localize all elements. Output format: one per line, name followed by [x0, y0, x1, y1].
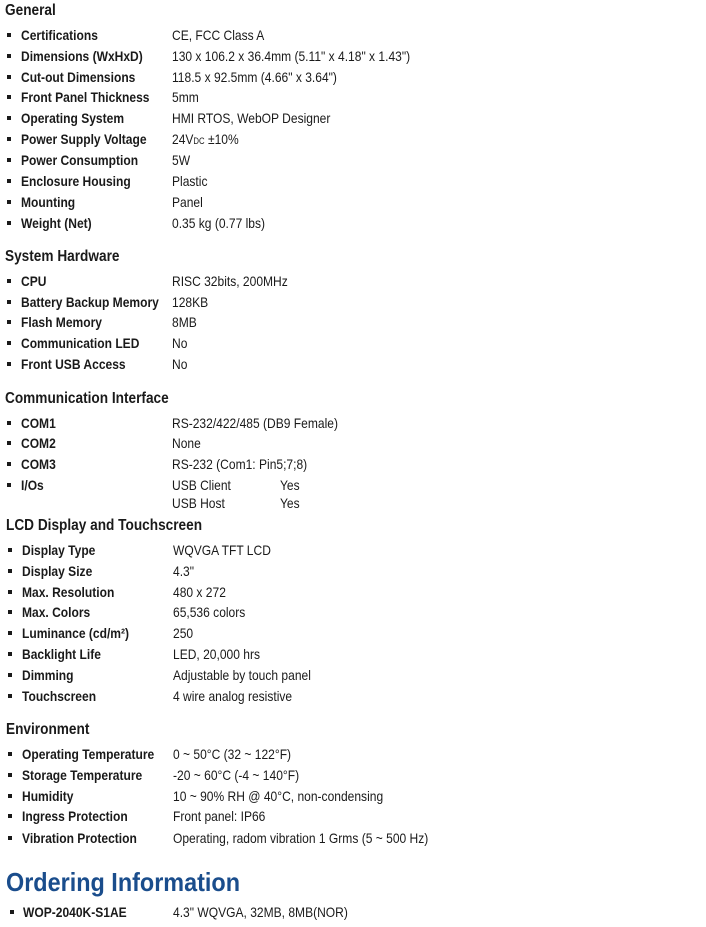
bullet-icon	[7, 137, 11, 141]
spec-value: RS-232 (Com1: Pin5;7;8)	[172, 456, 308, 472]
bullet-icon	[7, 75, 11, 79]
spec-value: 480 x 272	[173, 584, 226, 600]
spec-label: Battery Backup Memory	[21, 294, 159, 310]
spec-label: Luminance (cd/m²)	[22, 625, 130, 641]
spec-value: LED, 20,000 hrs	[173, 646, 261, 662]
spec-row	[0, 454, 706, 474]
spec-label: Cut-out Dimensions	[21, 69, 136, 85]
spec-label: COM1	[21, 415, 56, 431]
bullet-icon	[7, 33, 11, 37]
spec-label: CPU	[21, 273, 47, 289]
bullet-icon	[7, 54, 11, 58]
spec-value: 5mm	[172, 89, 199, 105]
spec-row	[0, 292, 706, 312]
section-title: LCD Display and Touchscreen	[6, 517, 203, 534]
spec-value: WQVGA TFT LCD	[173, 542, 271, 558]
spec-row	[0, 602, 706, 622]
spec-row	[0, 686, 706, 706]
part-number: WOP-2040K-S1AE	[23, 904, 127, 920]
spec-row	[0, 828, 706, 848]
spec-row	[0, 129, 706, 149]
section-title: Communication Interface	[5, 390, 169, 407]
spec-value: 10 ~ 90% RH @ 40°C, non-condensing	[173, 788, 384, 804]
spec-label: COM2	[21, 435, 56, 451]
bullet-icon	[8, 694, 12, 698]
spec-label: Weight (Net)	[21, 215, 92, 231]
voltage-unit-subscript: DC	[193, 136, 205, 146]
spec-value: 4 wire analog resistive	[173, 688, 293, 704]
spec-row	[0, 744, 706, 764]
bullet-icon	[8, 836, 12, 840]
spec-row	[0, 25, 706, 45]
spec-value: -20 ~ 60°C (-4 ~ 140°F)	[173, 767, 300, 783]
spec-row-continuation	[0, 493, 706, 513]
spec-label: Certifications	[21, 27, 98, 43]
spec-row	[0, 433, 706, 453]
spec-row	[0, 561, 706, 581]
spec-value	[172, 129, 239, 151]
spec-row	[0, 623, 706, 643]
bullet-icon	[7, 116, 11, 120]
spec-value: USB Host	[172, 495, 225, 511]
spec-row	[0, 786, 706, 806]
bullet-icon	[7, 158, 11, 162]
bullet-icon	[8, 590, 12, 594]
bullet-icon	[7, 179, 11, 183]
spec-row	[0, 67, 706, 87]
bullet-icon	[7, 221, 11, 225]
spec-label: Ingress Protection	[22, 808, 128, 824]
spec-value: 4.3"	[173, 563, 195, 579]
spec-row	[0, 192, 706, 212]
section-title: General	[5, 2, 56, 19]
spec-value: 128KB	[172, 294, 209, 310]
spec-row	[0, 213, 706, 233]
spec-row	[0, 665, 706, 685]
spec-label: Enclosure Housing	[21, 173, 131, 189]
section-title: System Hardware	[5, 248, 120, 265]
bullet-icon	[8, 569, 12, 573]
spec-label: Flash Memory	[21, 314, 102, 330]
spec-label: Max. Resolution	[22, 584, 115, 600]
spec-value: RISC 32bits, 200MHz	[172, 273, 288, 289]
spec-label: Front Panel Thickness	[21, 89, 150, 105]
spec-label: COM3	[21, 456, 56, 472]
spec-label: Vibration Protection	[22, 830, 137, 846]
spec-label: Dimensions (WxHxD)	[21, 48, 143, 64]
voltage-tolerance: ±10%	[204, 131, 239, 147]
bullet-icon	[8, 548, 12, 552]
spec-row	[0, 413, 706, 433]
spec-label: Backlight Life	[22, 646, 101, 662]
spec-value: HMI RTOS, WebOP Designer	[172, 110, 331, 126]
spec-value: No	[172, 356, 188, 372]
spec-value: 0.35 kg (0.77 lbs)	[172, 215, 266, 231]
spec-row	[0, 333, 706, 353]
spec-value: Adjustable by touch panel	[173, 667, 311, 683]
spec-label: Power Consumption	[21, 152, 139, 168]
spec-value: Operating, radom vibration 1 Grms (5 ~ 500 Hz)	[173, 830, 429, 846]
bullet-icon	[7, 300, 11, 304]
spec-row	[0, 46, 706, 66]
spec-label: Operating System	[21, 110, 125, 126]
bullet-icon	[7, 441, 11, 445]
spec-row	[0, 87, 706, 107]
spec-value: 0 ~ 50°C (32 ~ 122°F)	[173, 746, 292, 762]
spec-row	[0, 312, 706, 332]
spec-label: Communication LED	[21, 335, 140, 351]
ordering-row	[0, 902, 706, 922]
bullet-icon	[8, 773, 12, 777]
bullet-icon	[7, 483, 11, 487]
spec-label: Humidity	[22, 788, 74, 804]
bullet-icon	[8, 631, 12, 635]
spec-row	[0, 540, 706, 560]
bullet-icon	[8, 794, 12, 798]
bullet-icon	[7, 200, 11, 204]
spec-label: Display Type	[22, 542, 96, 558]
spec-label: Touchscreen	[22, 688, 97, 704]
bullet-icon	[7, 362, 11, 366]
bullet-icon	[7, 462, 11, 466]
bullet-icon	[10, 910, 14, 914]
spec-value: None	[172, 435, 201, 451]
spec-row	[0, 806, 706, 826]
spec-value-secondary: Yes	[280, 495, 300, 511]
spec-value: USB Client	[172, 477, 231, 493]
voltage-value: 24V	[172, 131, 194, 147]
spec-value: 118.5 x 92.5mm (4.66" x 3.64")	[172, 69, 337, 85]
spec-row	[0, 150, 706, 170]
spec-value: No	[172, 335, 188, 351]
spec-value: 5W	[172, 152, 191, 168]
spec-label: Power Supply Voltage	[21, 131, 147, 147]
bullet-icon	[8, 652, 12, 656]
bullet-icon	[7, 341, 11, 345]
bullet-icon	[7, 320, 11, 324]
bullet-icon	[8, 814, 12, 818]
spec-row	[0, 582, 706, 602]
spec-value: Plastic	[172, 173, 208, 189]
spec-value: CE, FCC Class A	[172, 27, 265, 43]
spec-value: 250	[173, 625, 194, 641]
spec-value: RS-232/422/485 (DB9 Female)	[172, 415, 338, 431]
section-title: Environment	[6, 721, 90, 738]
spec-value: Front panel: IP66	[173, 808, 266, 824]
spec-label: Display Size	[22, 563, 93, 579]
spec-value: 65,536 colors	[173, 604, 246, 620]
spec-row	[0, 354, 706, 374]
spec-value: Panel	[172, 194, 203, 210]
spec-label: Mounting	[21, 194, 76, 210]
bullet-icon	[7, 279, 11, 283]
spec-value-secondary: Yes	[280, 477, 300, 493]
spec-row	[0, 171, 706, 191]
spec-value: 130 x 106.2 x 36.4mm (5.11" x 4.18" x 1.43")	[172, 48, 411, 64]
spec-value: 8MB	[172, 314, 197, 330]
bullet-icon	[7, 421, 11, 425]
spec-row	[0, 765, 706, 785]
spec-label: I/Os	[21, 477, 44, 493]
bullet-icon	[7, 95, 11, 99]
spec-row	[0, 644, 706, 664]
spec-label: Dimming	[22, 667, 74, 683]
spec-row	[0, 475, 706, 495]
bullet-icon	[8, 752, 12, 756]
spec-row	[0, 108, 706, 128]
part-description: 4.3" WQVGA, 32MB, 8MB(NOR)	[173, 904, 348, 920]
spec-label: Operating Temperature	[22, 746, 155, 762]
spec-label: Max. Colors	[22, 604, 91, 620]
bullet-icon	[8, 673, 12, 677]
spec-label: Front USB Access	[21, 356, 126, 372]
ordering-title: Ordering Information	[6, 867, 240, 897]
spec-row	[0, 271, 706, 291]
spec-label: Storage Temperature	[22, 767, 143, 783]
bullet-icon	[8, 610, 12, 614]
